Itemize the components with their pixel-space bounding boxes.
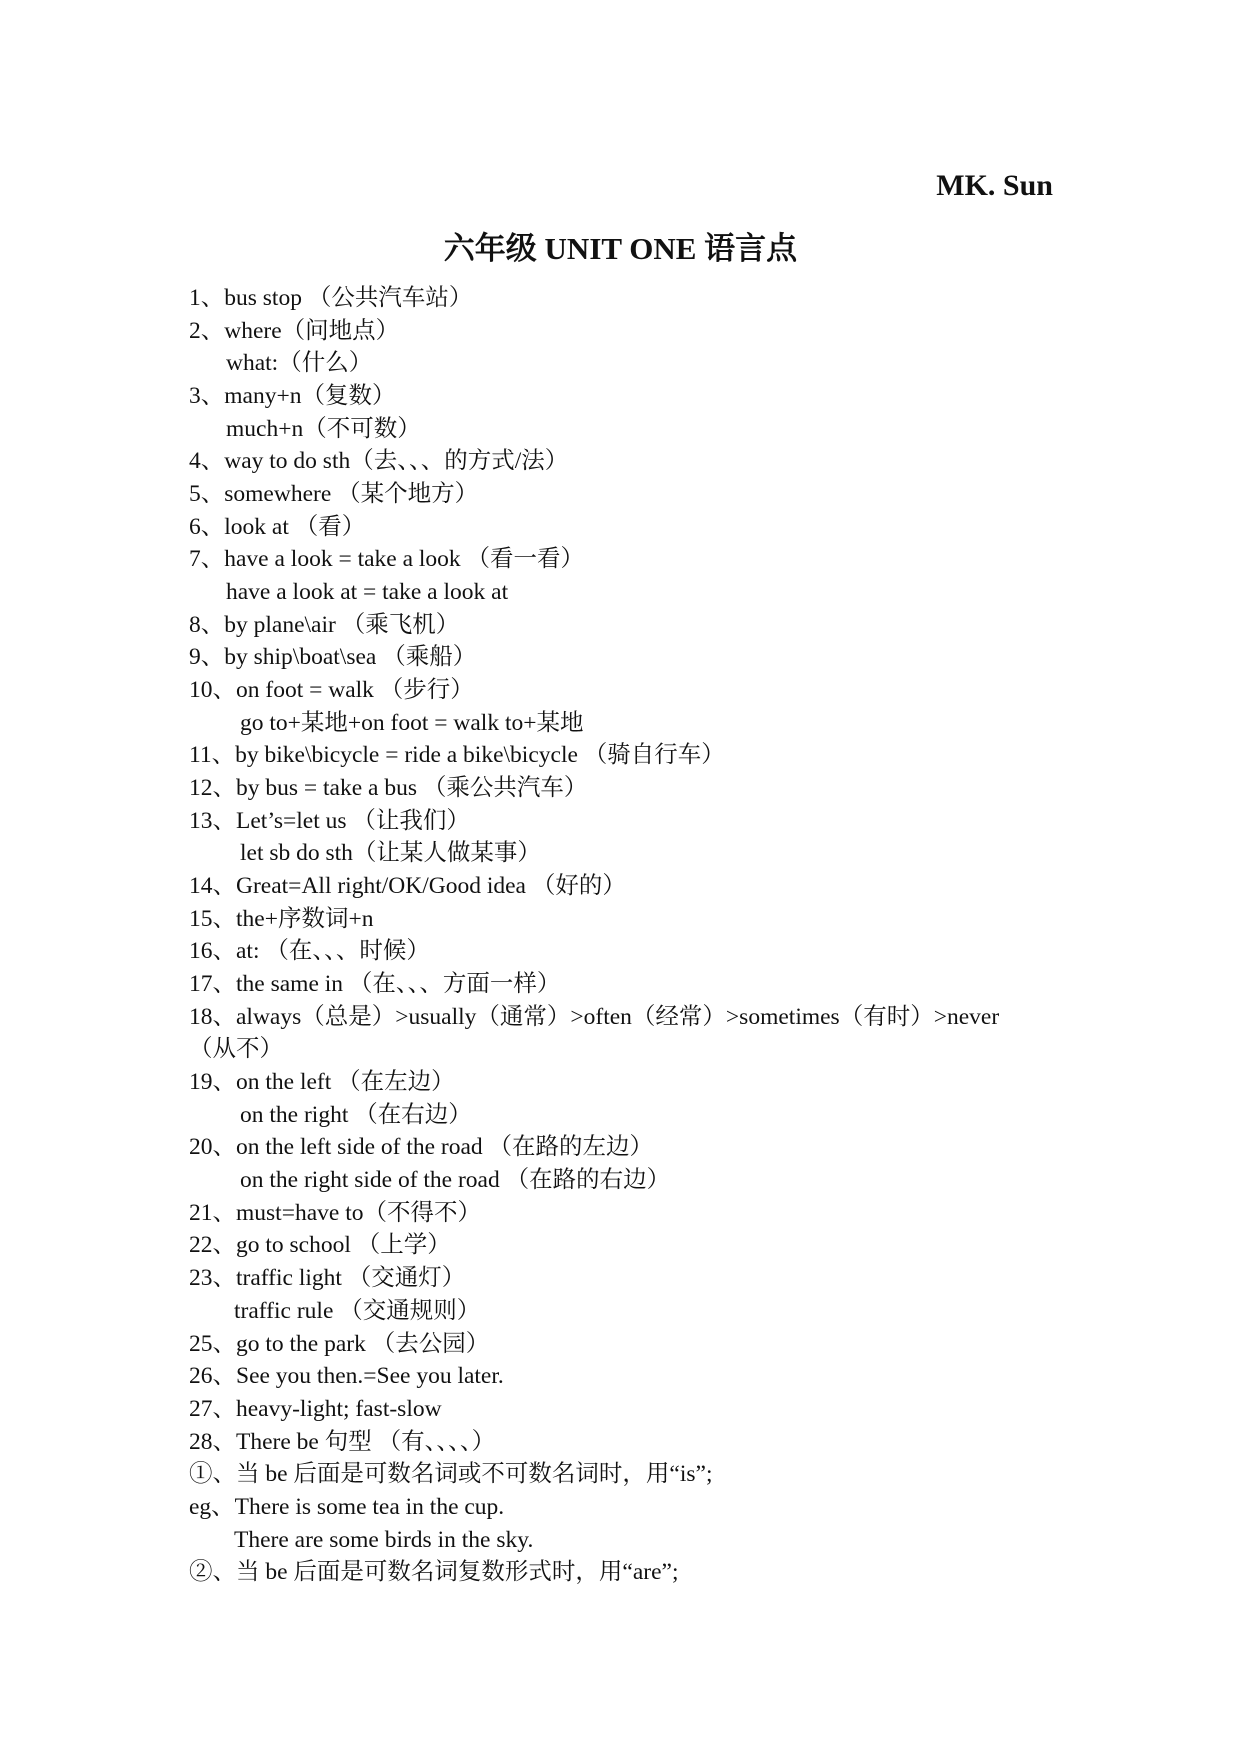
note-item: 19、on the left （在左边）: [189, 1069, 455, 1096]
page-title: 六年级 UNIT ONE 语言点: [443, 231, 798, 266]
note-subline: on the right side of the road （在路的右边）: [240, 1167, 671, 1194]
note-item: 26、See you then.=See you later.: [189, 1363, 504, 1390]
note-item: 4、way to do sth（去、、、的方式/法）: [189, 448, 569, 475]
note-item: 28、There be 句型 （有、、、、）: [189, 1428, 496, 1455]
note-item: 2、where（问地点）: [189, 317, 400, 344]
example-subline: There are some birds in the sky.: [234, 1526, 534, 1553]
note-subline: have a look at = take a look at: [226, 579, 509, 606]
note-item: 23、traffic light （交通灯）: [189, 1265, 466, 1292]
note-item: 21、must=have to（不得不）: [189, 1199, 481, 1226]
example-item: eg、There is some tea in the cup.: [189, 1493, 505, 1520]
note-item: 15、the+序数词+n: [189, 905, 374, 932]
note-item: 12、by bus = take a bus （乘公共汽车）: [189, 775, 588, 802]
note-item: 13、Let’s=let us （让我们）: [189, 807, 470, 834]
note-item: 6、look at （看）: [189, 513, 366, 540]
note-item: 27、heavy-light; fast-slow: [189, 1395, 442, 1422]
note-subline: traffic rule （交通规则）: [234, 1297, 481, 1324]
note-subline: go to+某地+on foot = walk to+某地: [240, 709, 584, 736]
note-item: 16、at: （在、、、时候）: [189, 938, 430, 965]
notes-list: [0, 282, 1241, 1589]
note-item: 10、on foot = walk （步行）: [189, 677, 474, 704]
note-subline: let sb do sth（让某人做某事）: [240, 840, 541, 867]
note-item-continuation: （从不）: [189, 1036, 283, 1063]
note-subline: what:（什么）: [226, 350, 373, 377]
note-item: 20、on the left side of the road （在路的左边）: [189, 1134, 654, 1161]
note-subline: on the right （在右边）: [240, 1101, 472, 1128]
note-item: 25、go to the park （去公园）: [189, 1330, 490, 1357]
note-item: 9、by ship\boat\sea （乘船）: [189, 644, 477, 671]
note-item: 18、always（总是）>usually（通常）>often（经常）>sometimes（有时）>never: [189, 1003, 1000, 1030]
note-item: 14、Great=All right/OK/Good idea （好的）: [189, 873, 626, 900]
rule-item: ②、当 be 后面是可数名词复数形式时，用“are”;: [189, 1559, 679, 1586]
note-item: 5、somewhere （某个地方）: [189, 481, 479, 508]
note-item: 11、by bike\bicycle = ride a bike\bicycle （骑自行车）: [189, 742, 725, 769]
note-item: 3、many+n（复数）: [189, 383, 396, 410]
note-item: 8、by plane\air （乘飞机）: [189, 611, 460, 638]
note-item: 7、have a look = take a look （看一看）: [189, 546, 585, 573]
note-item: 17、the same in （在、、、方面一样）: [189, 971, 561, 998]
note-item: 1、bus stop （公共汽车站）: [189, 285, 473, 311]
rule-item: ①、当 be 后面是可数名词或不可数名词时，用“is”;: [189, 1461, 713, 1488]
note-item: 22、go to school （上学）: [189, 1232, 451, 1259]
author-name: MK. Sun: [936, 169, 1053, 202]
note-subline: much+n（不可数）: [226, 415, 421, 442]
